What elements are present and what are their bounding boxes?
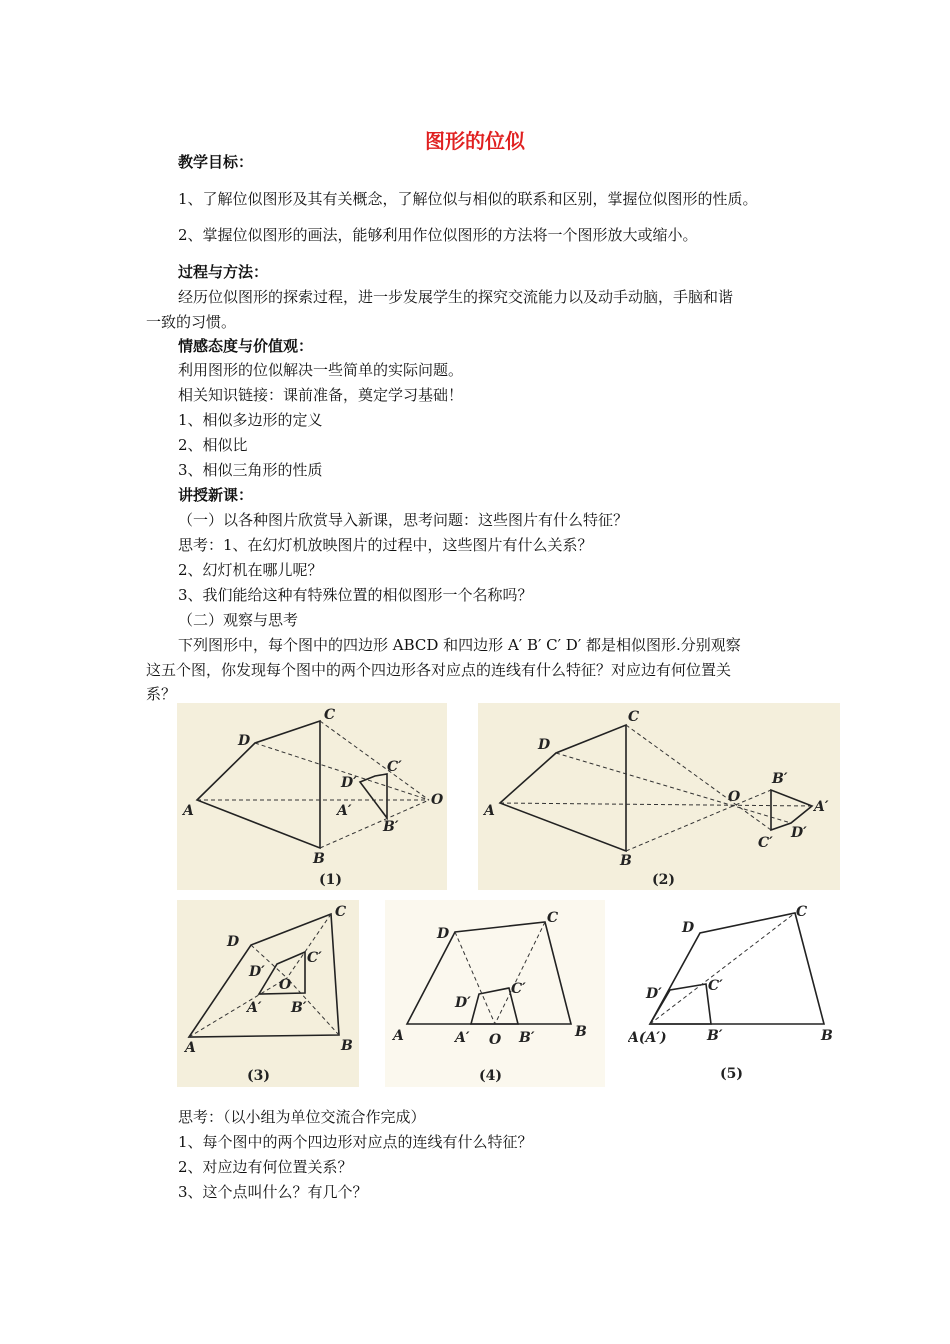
label-C1: C′ xyxy=(307,950,322,966)
label-B1: B′ xyxy=(519,1030,535,1046)
figure-2 xyxy=(478,703,840,890)
lecture-heading: 讲授新课： xyxy=(178,486,254,504)
label-B: B xyxy=(620,853,632,869)
label-B: B xyxy=(341,1038,353,1054)
label-C: C xyxy=(796,904,808,920)
label-A: A xyxy=(484,803,495,819)
figure-4 xyxy=(385,900,605,1087)
page-title: 图形的位似 xyxy=(425,129,525,153)
figure-3 xyxy=(177,900,359,1087)
label-O: O xyxy=(728,789,741,805)
objective-2: 2、掌握位似图形的画法，能够利用作位似图形的方法将一个图形放大或缩小。 xyxy=(178,226,698,244)
label-AA1: A(A′) xyxy=(628,1030,667,1046)
observe-line-3: 系？ xyxy=(146,685,177,703)
process-text-2: 一致的习惯。 xyxy=(146,313,237,331)
label-D1: D′ xyxy=(646,986,662,1002)
label-C: C xyxy=(335,904,347,920)
link-item-3: 3、相似三角形的性质 xyxy=(178,461,323,479)
label-D1: D′ xyxy=(791,825,807,841)
label-A: A xyxy=(183,803,194,819)
label-B1: B′ xyxy=(772,771,788,787)
caption-1: (1) xyxy=(319,872,342,888)
think-line-1: 思考：（以小组为单位交流合作完成） xyxy=(178,1108,426,1126)
label-D: D xyxy=(227,934,240,950)
figure-1 xyxy=(177,703,447,890)
label-C1: C′ xyxy=(511,981,526,997)
label-A1: A′ xyxy=(814,799,829,815)
caption-2: (2) xyxy=(652,872,675,888)
label-B1: B′ xyxy=(383,819,399,835)
objectives-heading: 教学目标： xyxy=(178,153,254,171)
label-O: O xyxy=(431,792,444,808)
label-B: B xyxy=(821,1028,833,1044)
label-D1: D′ xyxy=(455,995,471,1011)
label-C: C xyxy=(324,707,336,723)
label-B1: B′ xyxy=(291,1000,307,1016)
process-text-1: 经历位似图形的探索过程，进一步发展学生的探究交流能力以及动手动脑，手脑和谐 xyxy=(178,288,734,306)
figure-5 xyxy=(628,900,843,1087)
label-D1: D′ xyxy=(249,964,265,980)
lecture-line-1: （一）以各种图片欣赏导入新课，思考问题：这些图片有什么特征？ xyxy=(178,511,629,529)
objective-1: 1、了解位似图形及其有关概念，了解位似与相似的联系和区别，掌握位似图形的性质。 xyxy=(178,190,758,208)
caption-3: (3) xyxy=(247,1068,270,1084)
caption-5: (5) xyxy=(720,1066,743,1082)
attitude-text: 利用图形的位似解决一些简单的实际问题。 xyxy=(178,361,464,379)
observe-line-2: 这五个图，你发现每个图中的两个四边形各对应点的连线有什么特征？对应边有何位置关 xyxy=(146,661,732,679)
label-C: C xyxy=(628,709,640,725)
label-O: O xyxy=(279,977,292,993)
label-A: A xyxy=(185,1040,196,1056)
label-D: D xyxy=(538,737,551,753)
lecture-line-5: （二）观察与思考 xyxy=(178,611,299,629)
label-C: C xyxy=(547,910,559,926)
think-line-4: 3、这个点叫什么？有几个？ xyxy=(178,1183,368,1201)
label-A1: A′ xyxy=(337,803,352,819)
lecture-line-4: 3、我们能给这种有特殊位置的相似图形一个名称吗？ xyxy=(178,586,533,604)
think-line-2: 1、每个图中的两个四边形对应点的连线有什么特征？ xyxy=(178,1133,533,1151)
label-A1: A′ xyxy=(247,1000,262,1016)
label-O: O xyxy=(489,1032,502,1048)
link-item-1: 1、相似多边形的定义 xyxy=(178,411,323,429)
think-line-3: 2、对应边有何位置关系？ xyxy=(178,1158,353,1176)
label-D: D xyxy=(437,926,450,942)
label-B: B xyxy=(575,1024,587,1040)
label-C1: C′ xyxy=(758,835,773,851)
label-C1: C′ xyxy=(708,978,723,994)
caption-4: (4) xyxy=(479,1068,502,1084)
link-item-2: 2、相似比 xyxy=(178,436,248,454)
label-D1: D′ xyxy=(341,775,357,791)
label-C1: C′ xyxy=(387,759,402,775)
lecture-line-2: 思考：1、在幻灯机放映图片的过程中，这些图片有什么关系？ xyxy=(178,536,593,554)
label-D: D xyxy=(238,733,251,749)
link-text: 相关知识链接：课前准备，奠定学习基础！ xyxy=(178,386,464,404)
attitude-heading: 情感态度与价值观： xyxy=(178,337,314,355)
lecture-line-3: 2、幻灯机在哪儿呢？ xyxy=(178,561,323,579)
label-D: D xyxy=(682,920,695,936)
process-heading: 过程与方法： xyxy=(178,263,269,281)
observe-line-1: 下列图形中，每个图中的四边形 ABCD 和四边形 A′ B′ C′ D′ 都是相似图形.分别观察 xyxy=(178,636,741,654)
label-B: B xyxy=(313,851,325,867)
label-A1: A′ xyxy=(455,1030,470,1046)
label-A: A xyxy=(393,1028,404,1044)
label-B1: B′ xyxy=(707,1028,723,1044)
